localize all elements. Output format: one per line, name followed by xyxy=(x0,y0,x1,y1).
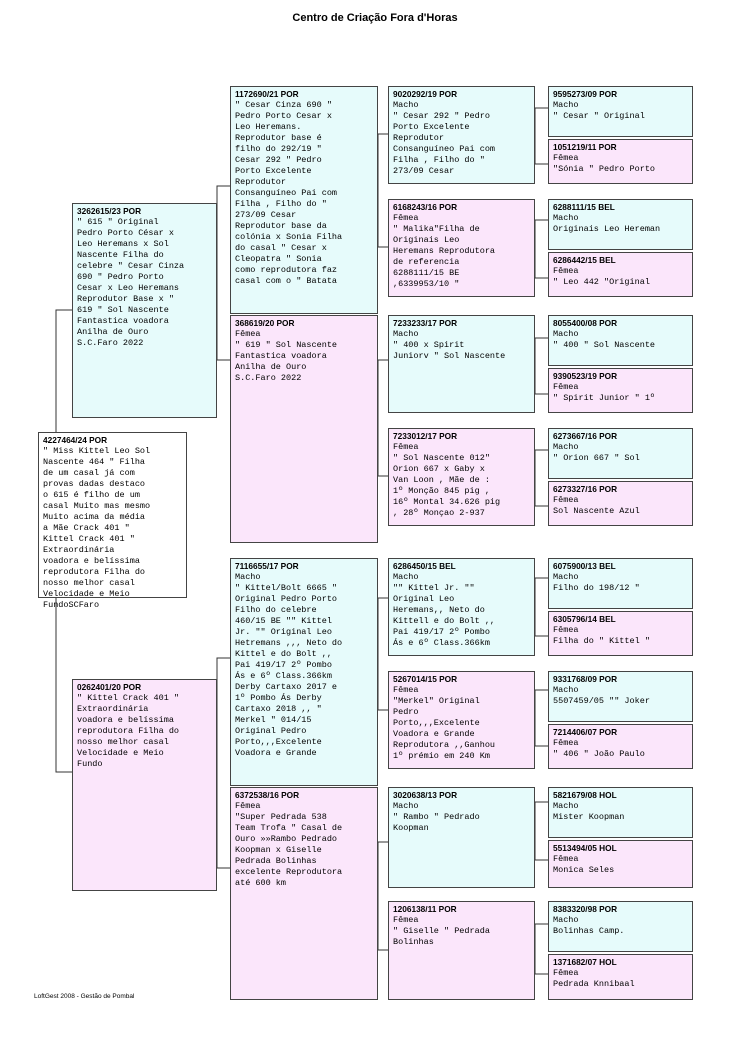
ggp-card-5[interactable] xyxy=(388,558,535,656)
ring-number: 6286450/15 BEL xyxy=(393,561,456,571)
ring-number: 0262401/20 POR xyxy=(77,682,142,692)
bird-sex: Fêmea xyxy=(393,685,419,695)
bird-sex: Macho xyxy=(553,329,579,339)
ggp-card-1[interactable] xyxy=(388,86,535,184)
bird-description: Filho do 198/12 " xyxy=(553,583,640,593)
bird-sex: Macho xyxy=(553,685,579,695)
bird-sex: Macho xyxy=(553,442,579,452)
ring-number: 9020292/19 POR xyxy=(393,89,458,99)
gggp-card-2[interactable] xyxy=(548,139,693,184)
bird-description: " Sol Nascente 012" Orion 667 x Gaby x Van Loon , Mãe de : 1º Monção 845 pig , 16º Montal 34.626 pig , 28º Monçao 2-937 xyxy=(393,453,501,518)
footer-credit: LoftGest 2008 - Gestão de Pombal xyxy=(34,993,135,1000)
ring-number: 1051219/11 POR xyxy=(553,142,617,152)
bird-sex: Fêmea xyxy=(553,968,579,978)
ring-number: 7233233/17 POR xyxy=(393,318,458,328)
bird-sex: Macho xyxy=(553,572,579,582)
bird-description: " Leo 442 "Original xyxy=(553,277,650,287)
maternal-grandsire-card[interactable] xyxy=(230,558,378,786)
bird-sex: Macho xyxy=(553,801,579,811)
bird-description: " Kittel/Bolt 6665 " Original Pedro Porto Filho do celebre 460/15 BE "" Kittel Jr. "" Original Leo Hetremans ,,, Neto do Kittel e do Bolt ,, Pai 419/17 2º Pombo Ás e 6º Class.366km Derby Cartaxo 2017 e 1º Pombo Ás Derby Cartaxo 2018 ,, " Merkel " 014/15 Original Pedro Porto,,,Excelente Voadora e Grande xyxy=(235,583,343,758)
gggp-card-13[interactable] xyxy=(548,787,693,838)
ring-number: 1206138/11 POR xyxy=(393,904,457,914)
dam-card[interactable] xyxy=(72,679,217,891)
bird-description: " 406 " João Paulo xyxy=(553,749,645,759)
gggp-card-5[interactable] xyxy=(548,315,693,366)
ring-number: 9331768/09 POR xyxy=(553,674,618,684)
ring-number: 5821679/08 HOL xyxy=(553,790,617,800)
ring-number: 6305796/14 BEL xyxy=(553,614,616,624)
ring-number: 3020638/13 POR xyxy=(393,790,458,800)
gggp-card-6[interactable] xyxy=(548,368,693,413)
bird-sex: Macho xyxy=(553,100,579,110)
ring-number: 1172690/21 POR xyxy=(235,89,299,99)
ring-number: 4227464/24 POR xyxy=(43,435,108,445)
ggp-card-2[interactable] xyxy=(388,199,535,297)
bird-sex: Fêmea xyxy=(393,915,419,925)
paternal-granddam-card[interactable] xyxy=(230,315,378,543)
bird-description: " Orion 667 " Sol xyxy=(553,453,640,463)
bird-description: Monica Seles xyxy=(553,865,615,875)
ggp-card-3[interactable] xyxy=(388,315,535,413)
bird-sex: Macho xyxy=(393,801,419,811)
bird-sex: Fêmea xyxy=(553,625,579,635)
ring-number: 7116655/17 POR xyxy=(235,561,299,571)
bird-description: Filha do " Kittel " xyxy=(553,636,650,646)
bird-description: " Cesar " Original xyxy=(553,111,645,121)
ring-number: 6273327/16 POR xyxy=(553,484,618,494)
bird-description: " Malika"Filha de Originais Leo Heremans Reprodutora de referencia 6288111/15 BE ,6339953/10 " xyxy=(393,224,496,289)
gggp-card-12[interactable] xyxy=(548,724,693,769)
bird-description: Mister Koopman xyxy=(553,812,625,822)
ring-number: 368619/20 POR xyxy=(235,318,295,328)
bird-description: "Merkel" Original Pedro Porto,,,Excelente Voadora e Grande Reprodutora ,,Ganhou 1º prémio em 240 Km xyxy=(393,696,496,761)
bird-sex: Macho xyxy=(235,572,261,582)
bird-description: " Cesar Cinza 690 " Pedro Porto Cesar x Leo Heremans. Reprodutor base é filho do 292/19 " Cesar 292 " Pedro Porto Excelente Reprodutor Consanguíneo Pai com Filha , Filho do " 273/09 Cesar Reprodutor base da colónia x Sonia Filha do casal " Cesar x Cleopatra " Sonia como reprodutora faz casal com o " Batata xyxy=(235,100,343,286)
ggp-card-7[interactable] xyxy=(388,787,535,888)
ring-number: 6288111/15 BEL xyxy=(553,202,615,212)
gggp-card-7[interactable] xyxy=(548,428,693,479)
bird-description: " 615 " Original Pedro Porto César x Leo Heremans x Sol Nascente Filha do celebre " Cesar Cinza 690 " Pedro Porto Cesar x Leo Heremans Reprodutor Base x " 619 " Sol Nascente Fantastica voadora Anilha de Ouro S.C.Faro 2022 xyxy=(77,217,185,348)
ggp-card-8[interactable] xyxy=(388,901,535,1000)
bird-description: Sol Nascente Azul xyxy=(553,506,640,516)
bird-description: " 619 " Sol Nascente Fantastica voadora Anilha de Ouro S.C.Faro 2022 xyxy=(235,340,338,383)
gggp-card-1[interactable] xyxy=(548,86,693,137)
bird-description: "Sónia " Pedro Porto xyxy=(553,164,656,174)
ring-number: 6168243/16 POR xyxy=(393,202,458,212)
ring-number: 1371682/07 HOL xyxy=(553,957,617,967)
bird-description: " Cesar 292 " Pedro Porto Excelente Reprodutor Consanguíneo Pai com Filha , Filho do " 273/09 Cesar xyxy=(393,111,496,176)
bird-description: " Kittel Crack 401 " Extraordinária voadora e belíssima reprodutora Filha do nosso melhor casal Velocidade e Meio Fundo xyxy=(77,693,180,769)
bird-description: " Giselle " Pedrada Bolinhas xyxy=(393,926,490,947)
bird-sex: Fêmea xyxy=(235,801,261,811)
maternal-granddam-card[interactable] xyxy=(230,787,378,1000)
bird-sex: Fêmea xyxy=(553,153,579,163)
bird-description: Originais Leo Hereman xyxy=(553,224,661,234)
ring-number: 8055400/08 POR xyxy=(553,318,618,328)
bird-description: "Super Pedrada 538 Team Trofa " Casal de Ouro »»Rambo Pedrado Koopman x Giselle Pedrada Bolinhas excelente Reprodutora até 600 km xyxy=(235,812,343,888)
bird-description: " Spirit Junior " 1º xyxy=(553,393,656,403)
pedigree-title: Centro de Criação Fora d'Horas xyxy=(292,12,458,24)
sire-card[interactable] xyxy=(72,203,217,418)
gggp-card-8[interactable] xyxy=(548,481,693,526)
bird-description: " 400 x Spirit Juniorv " Sol Nascente xyxy=(393,340,506,361)
ggp-card-6[interactable] xyxy=(388,671,535,769)
ring-number: 3262615/23 POR xyxy=(77,206,142,216)
ring-number: 8383320/98 POR xyxy=(553,904,618,914)
bird-sex: Fêmea xyxy=(553,382,579,392)
bird-sex: Macho xyxy=(393,100,419,110)
ring-number: 6372538/16 POR xyxy=(235,790,300,800)
ring-number: 5267014/15 POR xyxy=(393,674,458,684)
bird-sex: Fêmea xyxy=(553,495,579,505)
ring-number: 7233012/17 POR xyxy=(393,431,458,441)
gggp-card-3[interactable] xyxy=(548,199,693,250)
bird-sex: Fêmea xyxy=(553,738,579,748)
ring-number: 5513494/05 HOL xyxy=(553,843,617,853)
bird-sex: Macho xyxy=(553,213,579,223)
bird-description: Bolinhas Camp. xyxy=(553,926,625,936)
bird-sex: Fêmea xyxy=(235,329,261,339)
ring-number: 9595273/09 POR xyxy=(553,89,618,99)
bird-description: " Miss Kittel Leo Sol Nascente 464 " Filha de um casal já com provas dadas destaco o 615 é filho de um casal Muito mas mesmo Muito acima da média a Mãe Crack 401 " Kittel Crack 401 " Extraordinária voadora e belíssima reprodutora Filha do nosso melhor casal Velocidade e Meio FundoSCFaro xyxy=(43,446,151,610)
bird-sex: Fêmea xyxy=(393,213,419,223)
subject-bird-card[interactable] xyxy=(38,432,187,610)
ring-number: 6273667/16 POR xyxy=(553,431,618,441)
ring-number: 9390523/19 POR xyxy=(553,371,618,381)
bird-description: Pedrada Knnibaal xyxy=(553,979,635,989)
bird-description: " 400 " Sol Nascente xyxy=(553,340,656,350)
bird-description: 5507459/05 "" Joker xyxy=(553,696,650,706)
ring-number: 7214406/07 POR xyxy=(553,727,618,737)
gggp-card-4[interactable] xyxy=(548,252,693,297)
ring-number: 6075900/13 BEL xyxy=(553,561,616,571)
bird-sex: Macho xyxy=(553,915,579,925)
gggp-card-15[interactable] xyxy=(548,901,693,952)
ring-number: 6286442/15 BEL xyxy=(553,255,616,265)
gggp-card-11[interactable] xyxy=(548,671,693,722)
gggp-card-16[interactable] xyxy=(548,954,693,1000)
paternal-grandsire-card[interactable] xyxy=(230,86,378,314)
ggp-card-4[interactable] xyxy=(388,428,535,526)
bird-description: "" Kittel Jr. "" Original Leo Heremans,, Neto do Kittell e do Bolt ,, Pai 419/17 2º Pombo Ás e 6º Class.366km xyxy=(393,583,496,648)
bird-description: " Rambo " Pedrado Koopman xyxy=(393,812,480,833)
gggp-card-10[interactable] xyxy=(548,611,693,656)
bird-sex: Macho xyxy=(393,572,419,582)
bird-sex: Fêmea xyxy=(553,266,579,276)
bird-sex: Fêmea xyxy=(393,442,419,452)
bird-sex: Macho xyxy=(393,329,419,339)
bird-sex: Fêmea xyxy=(553,854,579,864)
gggp-card-14[interactable] xyxy=(548,840,693,888)
gggp-card-9[interactable] xyxy=(548,558,693,609)
